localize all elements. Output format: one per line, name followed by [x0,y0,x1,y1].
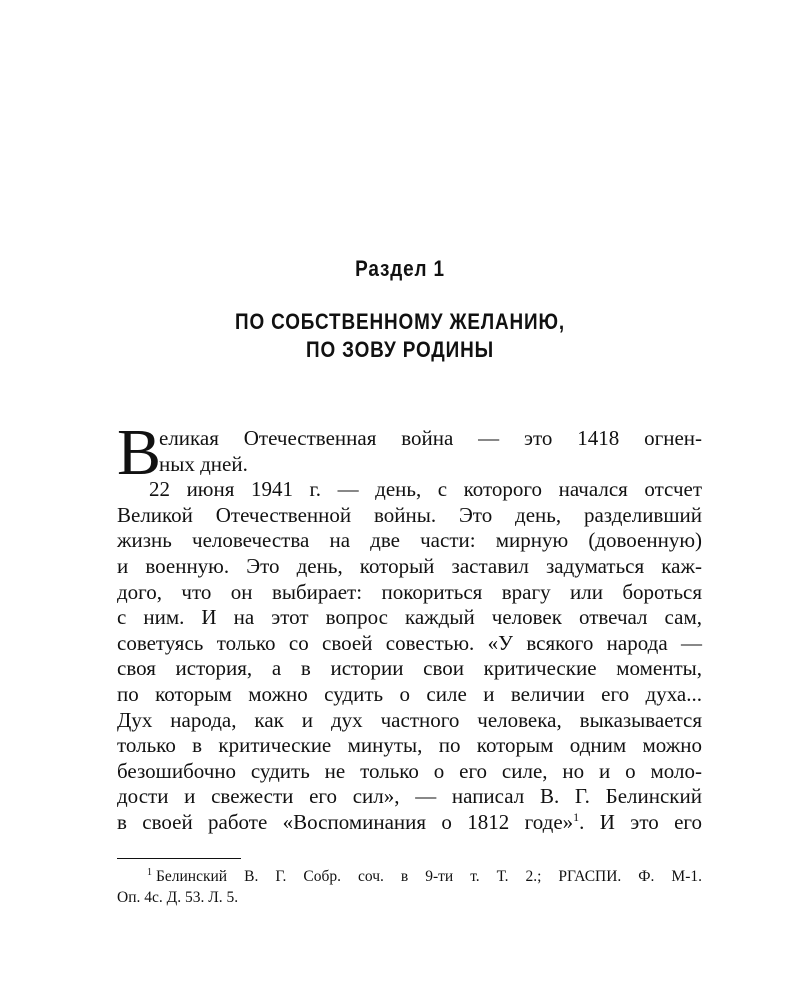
text-line: Великой Отечественной войны. Это день, разделивший [117,502,702,527]
footnote-divider [117,858,241,859]
text-line: 22 июня 1941 г. — день, с которого начался отсчет [149,477,702,502]
text-line: дого, что он выбирает: покориться врагу или бороться [117,579,702,604]
text-line: советуясь только со своей совестью. «У всякого народа — [117,630,702,655]
section-title-line-1: ПО СОБСТВЕННОМУ ЖЕЛАНИЮ, [234,309,566,334]
text-line-last [117,810,702,836]
text-fragment: в своей работе «Воспоминания о 1812 годе» [117,809,574,834]
text-line: Дух народа, как и дух частного человека, выказывается [117,707,702,732]
footnote-line-1 [117,866,702,887]
text-line: жизнь человечества на две части: мирную (довоенную) [117,528,702,553]
footnote-line-2: Оп. 4с. Д. 53. Л. 5. [117,889,239,906]
text-line: и военную. Это день, который заставил задуматься каж- [117,553,702,578]
body-text [117,416,702,836]
text-line: своя история, а в истории свои критические моменты, [117,656,702,681]
text-line: дости и свежести его сил», — написал В. Г. Белинский [117,784,702,809]
footnote-mark: 1 [147,866,152,878]
text-line: с ним. И на этот вопрос каждый человек отвечал сам, [117,605,702,630]
text-line: по которым можно судить о силе и величии его духа... [117,681,702,706]
text-fragment: . И это его [579,809,702,834]
text-line: еликая Отечественная война — это 1418 огнен- [159,426,702,450]
section-number: Раздел 1 [355,256,445,281]
text-line: ных дней. [159,451,248,476]
text-line: безошибочно судить не только о его силе, но и о моло- [117,758,702,783]
drop-cap: В [117,416,162,489]
footnote-reference[interactable]: 1 [573,809,580,824]
footnote-text: Белинский В. Г. Собр. соч. в 9-ти т. Т. 2.; РГАСПИ. Ф. М-1. [156,868,702,885]
section-title [56,308,744,364]
section-title-line-2: ПО ЗОВУ РОДИНЫ [305,337,494,362]
text-line: только в критические минуты, по которым одним можно [117,733,702,758]
footnote [117,866,702,908]
